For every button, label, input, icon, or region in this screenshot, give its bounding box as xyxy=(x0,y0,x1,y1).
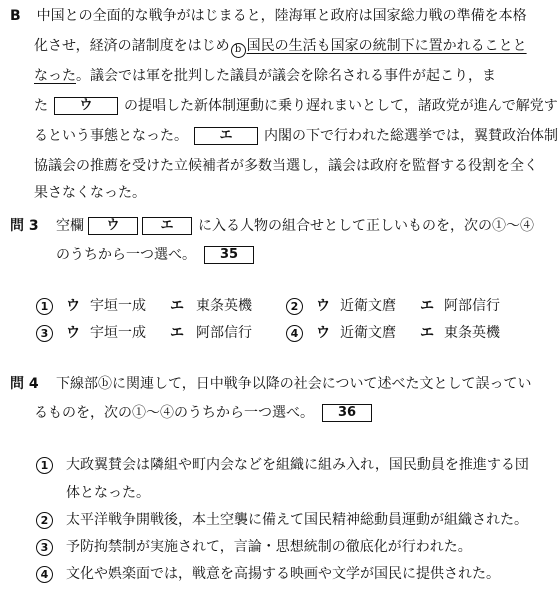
q4-option-3[interactable] xyxy=(36,537,53,557)
option-number: 2 xyxy=(286,298,303,315)
option-name: 阿部信行 xyxy=(196,325,252,341)
blank-box-u: ウ xyxy=(54,97,118,115)
q3-box-e: エ xyxy=(142,217,192,235)
option-number: 4 xyxy=(286,325,303,342)
option-label: ウ xyxy=(66,325,80,341)
q3-line-2 xyxy=(56,245,254,265)
option-name: 宇垣一成 xyxy=(90,325,146,341)
option-number: 1 xyxy=(36,457,53,474)
option-name: 宇垣一成 xyxy=(90,298,146,314)
q3-text: に入る人物の組合せとして正しいものを，次の①～④ xyxy=(198,218,534,234)
option-name: 東条英機 xyxy=(196,298,252,314)
option-label: エ xyxy=(420,325,434,341)
passage-text: るという事態となった。 xyxy=(34,128,188,144)
passage-text: 協議会の推薦を受けた立候補者が多数当選し，議会は政府を監督する役割を全く xyxy=(34,158,538,174)
answer-box-36[interactable]: 36 xyxy=(322,404,372,422)
option-text-cont: 体となった。 xyxy=(66,485,150,501)
passage-line-2 xyxy=(34,36,527,56)
q4-label: 問 4 xyxy=(10,376,39,392)
option-number: 4 xyxy=(36,566,53,583)
option-number: 3 xyxy=(36,325,53,342)
passage-line-5 xyxy=(34,126,558,146)
q3-text: 空欄 xyxy=(56,218,84,234)
passage-line-4 xyxy=(34,96,558,116)
q4-text: るものを，次の①～④のうちから一つ選べ。 xyxy=(34,405,314,421)
q3-line-1 xyxy=(56,216,534,236)
option-label: エ xyxy=(170,325,184,341)
option-number: 2 xyxy=(36,512,53,529)
q4-line-1: 下線部ⓑに関連して，日中戦争以降の社会について述べた文として誤ってい xyxy=(56,376,532,392)
underlined-text: なった xyxy=(34,68,76,84)
option-text: 文化や娯楽面では，戦意を高揚する映画や文学が国民に提供された。 xyxy=(66,566,500,582)
option-label: エ xyxy=(420,298,434,314)
q3-text: のうちから一つ選べ。 xyxy=(56,247,196,263)
passage-line-3 xyxy=(34,66,496,86)
option-text: 太平洋戦争開戦後，本土空襲に備えて国民精神総動員運動が組織された。 xyxy=(66,512,528,528)
passage-text: の提唱した新体制運動に乗り遅れまいとして，諸政党が進んで解党す xyxy=(124,98,558,114)
option-name: 近衛文麿 xyxy=(340,298,396,314)
option-text: 大政翼賛会は隣組や町内会などを組織に組み入れ，国民動員を推進する団 xyxy=(66,457,529,473)
option-name: 近衛文麿 xyxy=(340,325,396,341)
q4-option-4[interactable] xyxy=(36,564,53,584)
q3-option-4[interactable] xyxy=(286,323,303,343)
q3-option-1[interactable] xyxy=(36,296,53,316)
q3-option-3[interactable] xyxy=(36,323,53,343)
underline-marker-b: b xyxy=(231,43,246,58)
passage-text: 。議会では軍を批判した議員が議会を除名される事件が起こり，ま xyxy=(76,68,496,84)
option-text: 予防拘禁制が実施されて，言論・思想統制の徹底化が行われた。 xyxy=(66,539,472,555)
underlined-text: 国民の生活も国家の統制下に置かれることと xyxy=(246,38,527,54)
passage-line-7 xyxy=(34,183,146,203)
q4-line-2 xyxy=(34,403,372,423)
q3-label: 問 3 xyxy=(10,218,39,234)
section-label: B xyxy=(10,8,21,24)
passage-line-6 xyxy=(34,156,538,176)
q4-option-1[interactable] xyxy=(36,455,53,475)
option-number: 1 xyxy=(36,298,53,315)
q3-box-u: ウ xyxy=(88,217,138,235)
option-label: エ xyxy=(170,298,184,314)
passage-line-1 xyxy=(10,6,527,26)
passage-text: 中国との全面的な戦争がはじまると，陸海軍と政府は国家総力戦の準備を本格 xyxy=(36,8,527,24)
passage-text: 化させ，経済の諸制度をはじめ xyxy=(34,38,230,54)
passage-text: 果さなくなった。 xyxy=(34,185,146,201)
passage-text: た xyxy=(34,98,48,114)
option-label: ウ xyxy=(316,325,330,341)
q3-option-2[interactable] xyxy=(286,296,303,316)
blank-box-e: エ xyxy=(194,127,258,145)
option-label: ウ xyxy=(316,298,330,314)
q4-option-2[interactable] xyxy=(36,510,53,530)
option-name: 阿部信行 xyxy=(444,298,500,314)
option-name: 東条英機 xyxy=(444,325,500,341)
answer-box-35[interactable]: 35 xyxy=(204,246,254,264)
option-number: 3 xyxy=(36,539,53,556)
passage-text: 内閣の下で行われた総選挙では，翼賛政治体制 xyxy=(264,128,558,144)
option-label: ウ xyxy=(66,298,80,314)
